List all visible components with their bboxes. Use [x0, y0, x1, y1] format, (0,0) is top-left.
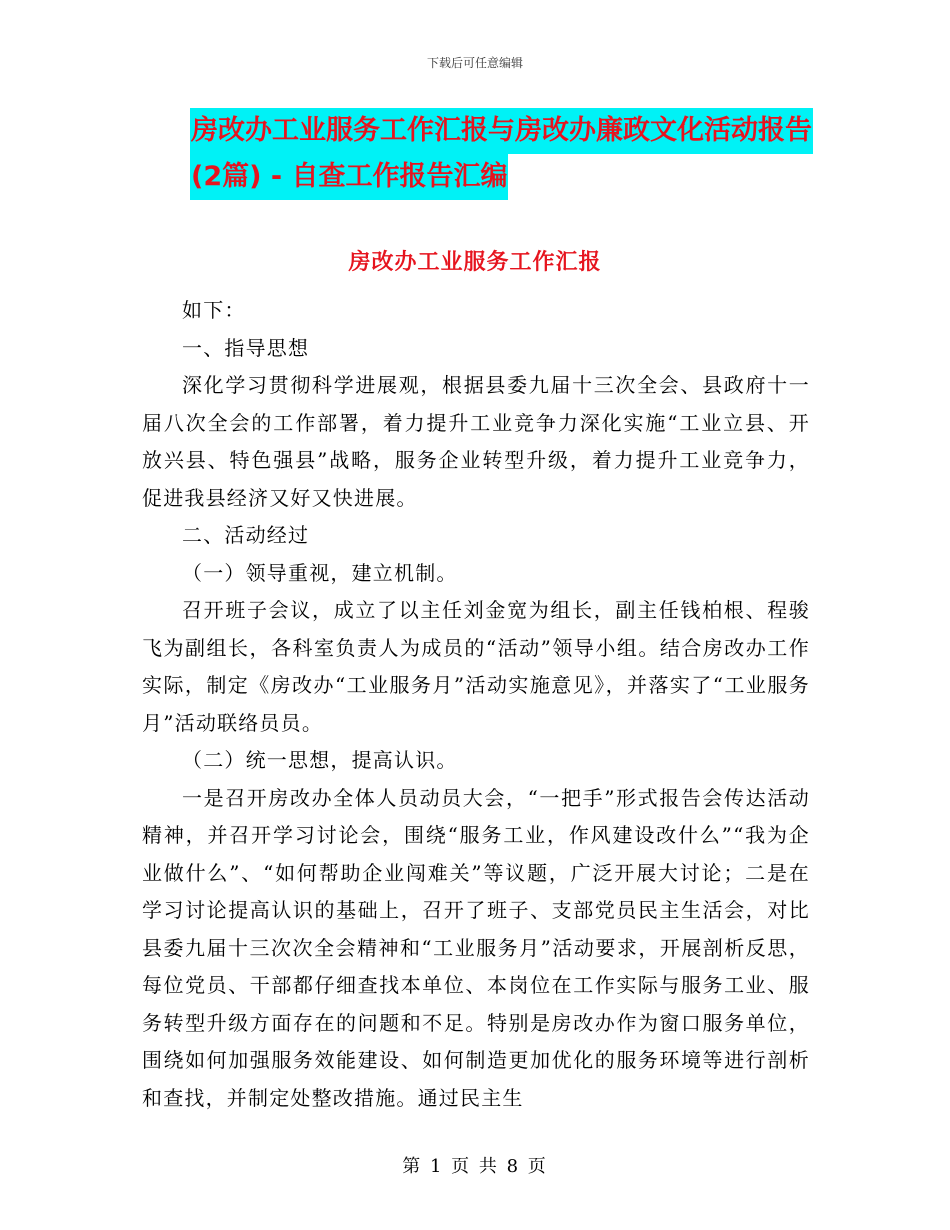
section-title: 房改办工业服务工作汇报 [348, 250, 602, 275]
paragraph-intro: 如下： [182, 298, 246, 322]
paragraph-guiding-thought: 深化学习贯彻科学进展观，根据县委九届十三次全会、县政府十一届八次全会的工作部署，着力提升工业竞争力深化实施“工业立县、开放兴县、特色强县”战略，服务企业转型升级，着力提升工业竞争力，促进我县经济又好又快进展。 [142, 373, 810, 510]
document-title [190, 108, 830, 200]
page-footer: 第 1 页 共 8 页 [402, 1156, 548, 1177]
document-body [142, 292, 810, 1117]
subheading-leadership: （一）领导重视，建立机制。 [182, 560, 458, 585]
header-note: 下载后可任意编辑 [426, 56, 523, 70]
heading-activity-process: 二、活动经过 [182, 523, 310, 547]
document-title-line-2: (2篇) - 自查工作报告汇编 [190, 154, 508, 200]
paragraph-leadership: 召开班子会议，成立了以主任刘金宽为组长，副主任钱柏根、程骏飞为副组长，各科室负责人为成员的“活动”领导小组。结合房改办工作实际，制定《房改办“工业服务月”活动实施意见》，并落实了“工业服务月”活动联络员员。 [142, 598, 810, 735]
document-title-line-1: 房改办工业服务工作汇报与房改办廉政文化活动报告 [190, 108, 813, 154]
subheading-unify-thought: （二）统一思想，提高认识。 [182, 748, 458, 772]
paragraph-unify-thought: 一是召开房改办全体人员动员大会，“一把手”形式报告会传达活动精神，并召开学习讨论会，围绕“服务工业，作风建设改什么”“我为企业做什么”、“如何帮助企业闯难关”等议题，广泛开展大讨论；二是在学习讨论提高认识的基础上，召开了班子、支部党员民主生活会，对比县委九届十三次次全会精神和“工业服务月”活动要求，开展剖析反思，每位党员、干部都仔细查找本单位、本岗位在工作实际与服务工业、服务转型升级方面存在的问题和不足。特别是房改办作为窗口服务单位，围绕如何加强服务效能建设、如何制造更加优化的服务环境等进行剖析和查找，并制定处整改措施。通过民主生 [142, 785, 810, 1110]
heading-guiding-thought: 一、指导思想 [182, 335, 310, 360]
